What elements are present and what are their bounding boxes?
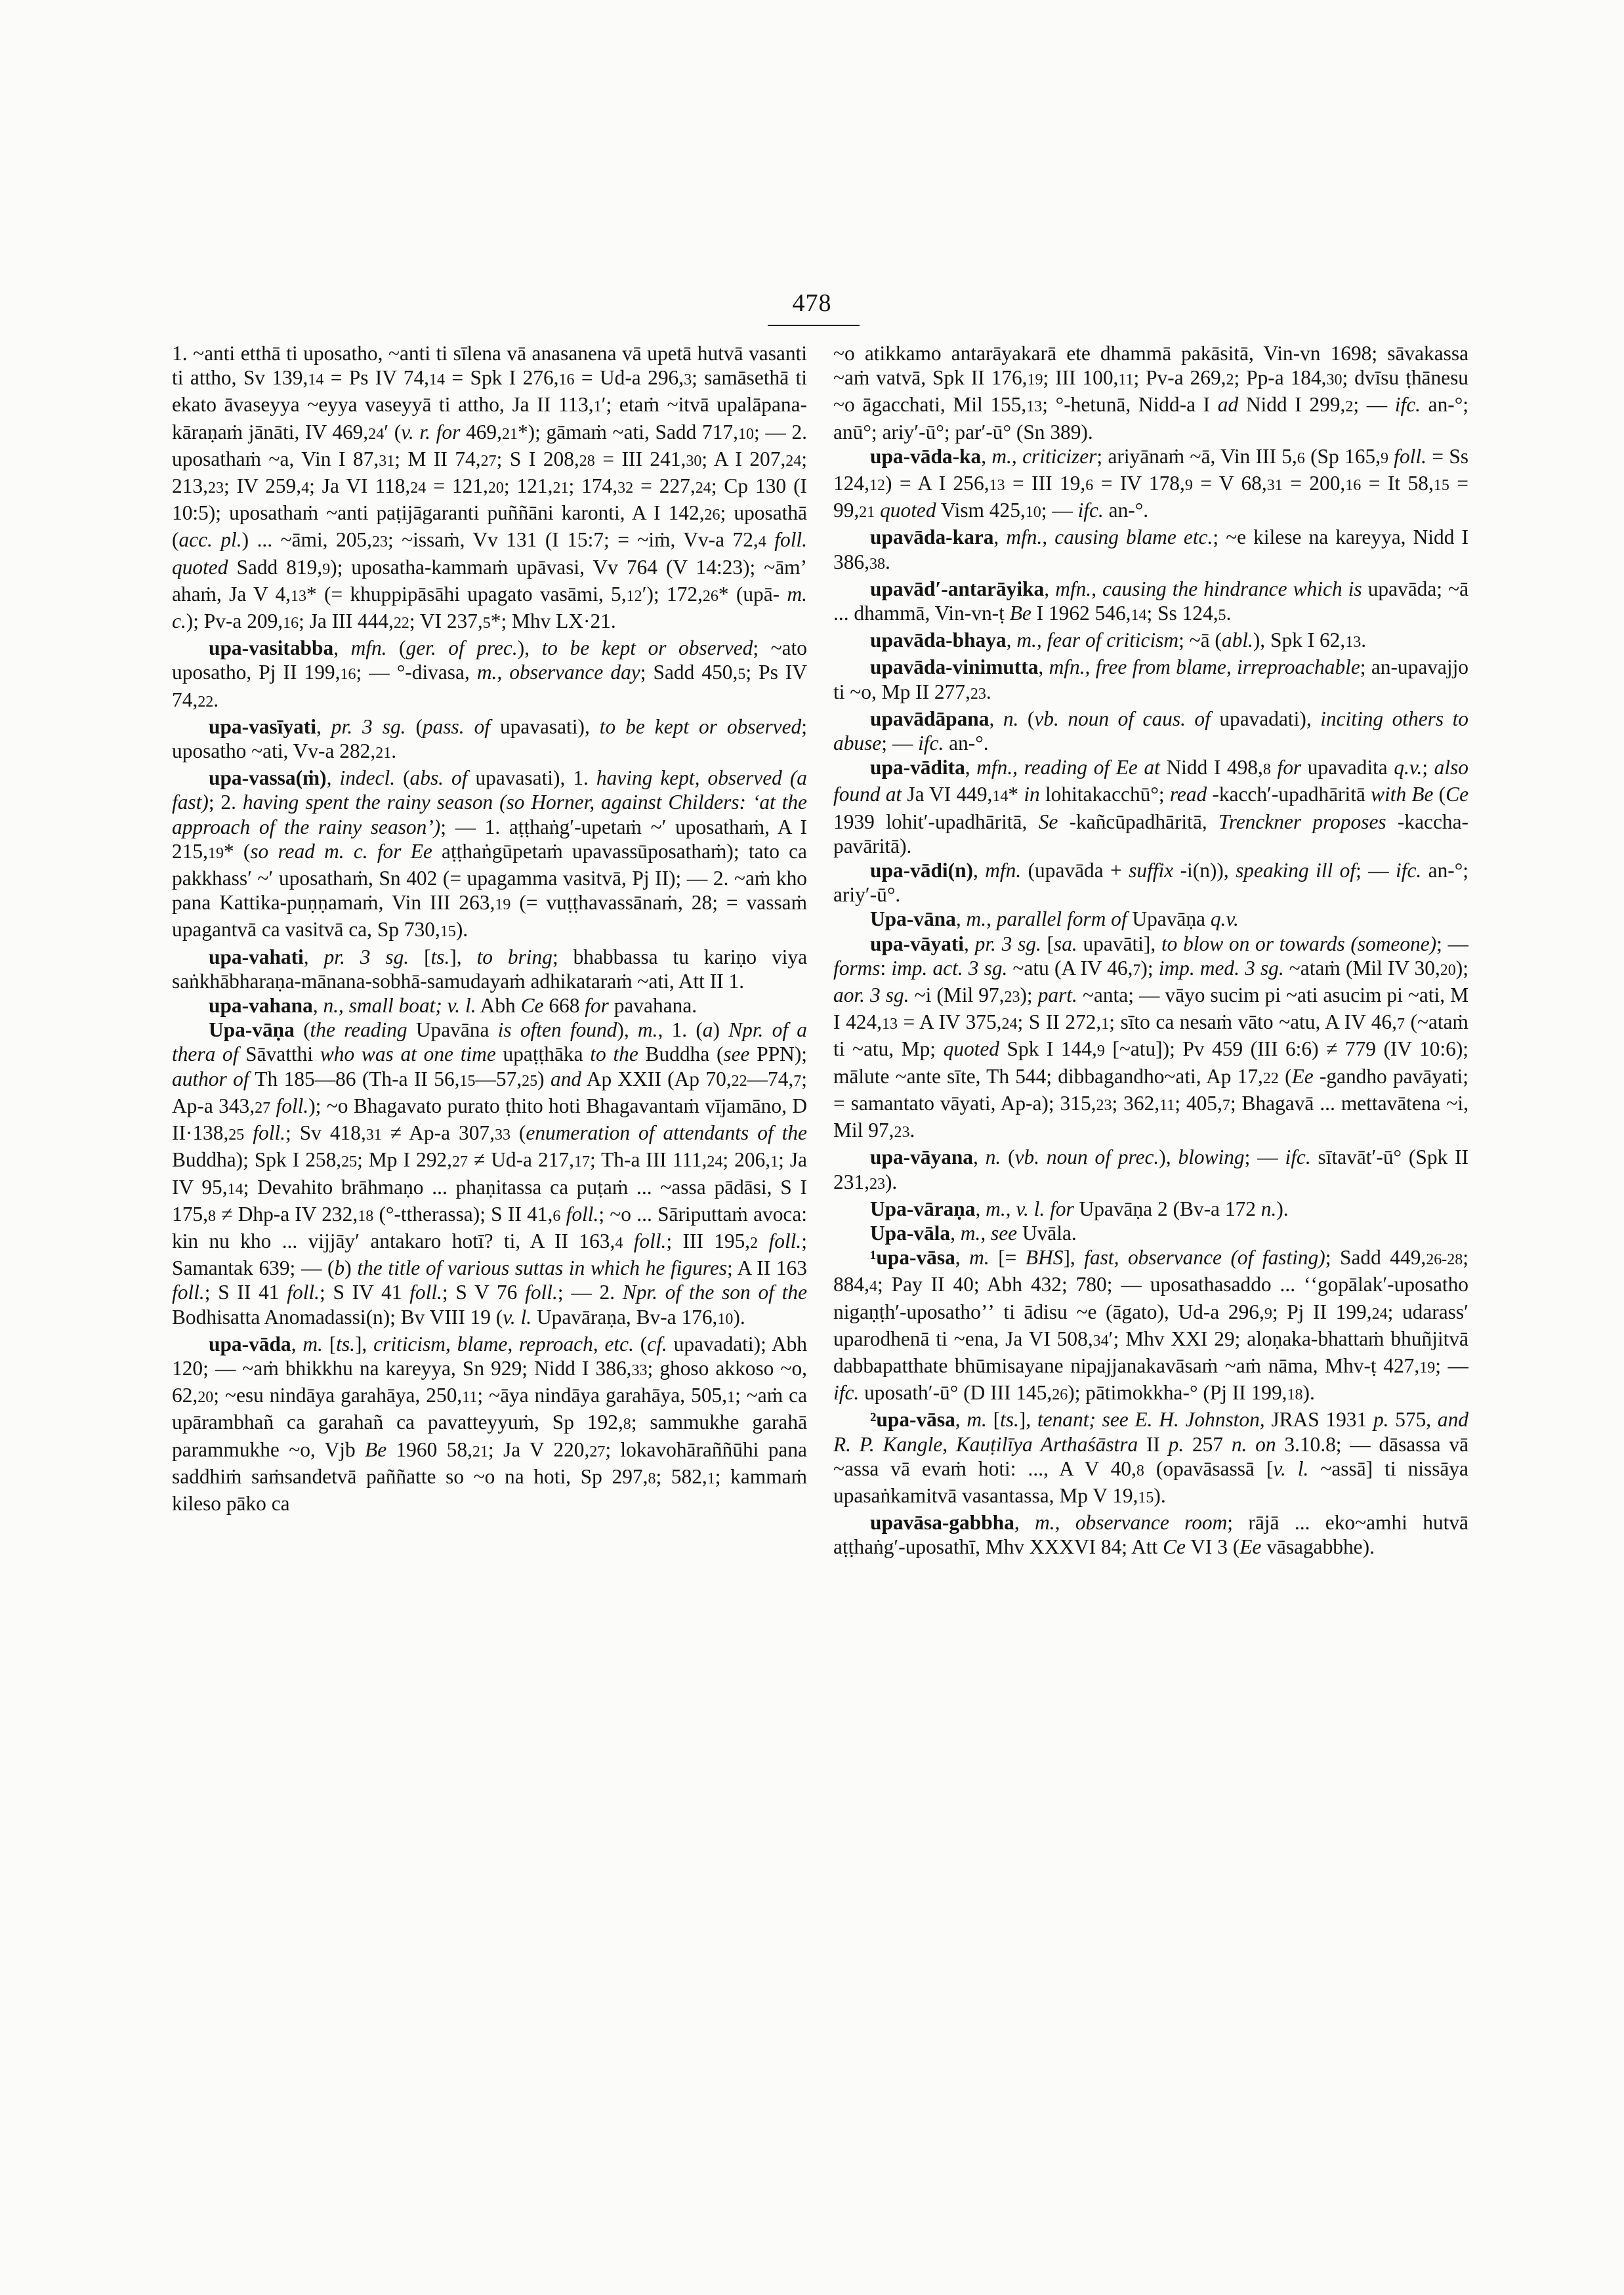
left-column [172, 341, 807, 2231]
dictionary-entry: upa-vahana, n., small boat; v. l. Abh Ce 668 for pavahana. [209, 994, 697, 1018]
dictionary-entry: upa-vāda-ka, m., criticizer; ariyānaṁ ~ā, Vin III 5,6 (Sp 165,9 foll. = Ss 124,12) = A I 256,13 = III 19,6 = IV 178,9 = V 68,31 = 200,16 = It 58,15 = 99,21 quoted Vism 425,10; — ifc. an-°. [833, 444, 1468, 522]
dictionary-entry: upa-vasitabba, mfn. (ger. of prec.), to be kept or observed; ~ato uposatho, Pj II 199,16; — °-divasa, m., observance day; Sadd 450,5; Ps IV 74,22. [172, 636, 807, 711]
dictionary-entry: Upa-vāla, m., see Uvāla. [870, 1221, 1077, 1245]
dictionary-entry: Upa-vāraṇa, m., v. l. for Upavāṇa 2 (Bv-a 172 n.). [870, 1197, 1289, 1220]
page-number: 478 [792, 289, 832, 317]
dictionary-entry: upa-vādita, mfn., reading of Ee at Nidd I 498,8 for upavadita q.v.; also found at Ja VI 449,14* in lohitakacchū°; read -kacch′-upadhāritā with Be (Ce 1939 lohit′-upadhāritā, Se -kañcūpadhāritā, Trenckner proposes -kaccha-pavāritā). [833, 756, 1468, 858]
dictionary-entry: upavāda-vinimutta, mfn., free from blame, irreproachable; an-upavajjo ti ~o, Mp II 277,23. [833, 655, 1468, 703]
dictionary-entry: Upa-vāna, m., parallel form of Upavāṇa q.v. [870, 907, 1239, 931]
dictionary-entry: upavāda-kara, mfn., causing blame etc.; ~e kilese na kareyya, Nidd I 386,38. [833, 526, 1468, 573]
dictionary-entry: upa-vādi(n), mfn. (upavāda + suffix -i(n)), speaking ill of; — ifc. an-°; ariy′-ū°. [833, 859, 1468, 907]
dictionary-entry: upavādāpana, n. (vb. noun of caus. of upavadati), inciting others to abuse; — ifc. an-°. [833, 707, 1468, 755]
dictionary-entry: upa-vasīyati, pr. 3 sg. (pass. of upavasati), to be kept or observed; uposatho ~ati, Vv-a 282,21. [172, 714, 807, 763]
dictionary-entry: Upa-vāṇa (the reading Upavāna is often found), m., 1. (a) Npr. of a thera of Sāvatthi who was at one time upaṭṭhāka to the Buddha (see PPN); author of Th 185—86 (Th-a II 56,15—57,25) and Ap XXII (Ap 70,22—74,7; Ap-a 343,27 foll.); ~o Bhagavato purato ṭhito hoti Bhagavantaṁ vījamāno, D II·138,25 foll.; Sv 418,31 ≠ Ap-a 307,33 (enumeration of attendants of the Buddha); Spk I 258,25; Mp I 292,27 ≠ Ud-a 217,17; Th-a III 111,24; 206,1; Ja IV 95,14; Devahito brāhmaṇo ... phaṇitassa ca puṭaṁ ... ~assa pādāsi, S I 175,8 ≠ Dhp-a IV 232,18 (°-ttherassa); S II 41,6 foll.; ~o ... Sāriputtaṁ avoca: kin nu kho ... vijjāy′ antakaro hotī? ti, A II 163,4 foll.; III 195,2 foll.; Samantak 639; — (b) the title of various suttas in which he figures; A II 163 foll.; S II 41 foll.; S IV 41 foll.; S V 76 foll.; — 2. Npr. of the son of the Bodhisatta Anomadassi(n); Bv VIII 19 (v. l. Upavāraṇa, Bv-a 176,10). [172, 1018, 807, 1329]
dictionary-entry: upavāsa-gabbha, m., observance room; rājā ... eko~amhi hutvā aṭṭhaṅg′-uposathī, Mhv XXXVI 84; Att Ce VI 3 (Ee vāsagabbhe). [833, 1511, 1468, 1559]
dictionary-entry: upavād′-antarāyika, mfn., causing the hindrance which is upavāda; ~ā ... dhammā, Vin-vn-ṭ Be I 1962 546,14; Ss 124,5. [833, 577, 1468, 625]
header-rule [768, 325, 860, 326]
dictionary-entry: ¹upa-vāsa, m. [= BHS], fast, observance (of fasting); Sadd 449,26-28; 884,4; Pay II 40; Abh 432; 780; — uposathasaddo ... ʻʻgopālak′-uposatho nigaṇṭh′-uposathoʼʼ ti ādisu ~e (āgato), Ud-a 296,9; Pj II 199,24; udarass′ uparodhenā ti ~ena, Ja VI 508,34′; Mhv XXI 29; aloṇaka-bhattaṁ bhuñjitvā dabbapatthate bhūmisayane nipajjanakavāsaṁ ~aṁ nāma, Mhv-ṭ 427,19; — ifc. uposath′-ū° (D III 145,26); pātimokkha-° (Pj II 199,18). [833, 1246, 1468, 1405]
dictionary-entry: upa-vassa(ṁ), indecl. (abs. of upavasati), 1. having kept, observed (a fast); 2. having spent the rainy season (so Horner, against Childers: ʻat the approach of the rainy seasonʼ); — 1. aṭṭhaṅg′-upetaṁ ~′ uposathaṁ, A I 215,19* (so read m. c. for Ee aṭṭhaṅgūpetaṁ upavassūposathaṁ); tato ca pakkhass′ ~′ uposathaṁ, Sn 402 (= upagamma vasitvā, Pj II); — 2. ~aṁ kho pana Kattika-puṇṇamaṁ, Vin III 263,19 (= vuṭṭhavassānaṁ, 28; = vassaṁ upagantvā ca vasitvā ca, Sp 730,15). [172, 766, 807, 941]
dictionary-entry: upa-vāda, m. [ts.], criticism, blame, reproach, etc. (cf. upavadati); Abh 120; — ~aṁ bhikkhu na kareyya, Sn 929; Nidd I 386,33; ghoso akkoso ~o, 62,20; ~esu nindāya garahāya, 250,11; ~āya nindāya garahāya, 505,1; ~aṁ ca upārambhañ ca garahañ ca pavatteyyuṁ, Sp 192,8; sammukhe garahā parammukhe ~o, Vjb Be 1960 58,21; Ja V 220,27; lokavohāraññūhi pana saddhiṁ saṁsandetvā paññatte so ~o na hoti, Sp 297,8; 582,1; kammaṁ kileso pāko ca [172, 1332, 807, 1515]
dictionary-entry: upa-vāyati, pr. 3 sg. [sa. upavāti], to blow on or towards (someone); — forms: imp. act. 3 sg. ~atu (A IV 46,7); imp. med. 3 sg. ~ataṁ (Mil IV 30,20); aor. 3 sg. ~i (Mil 97,23); part. ~anta; — vāyo sucim pi ~ati asucim pi ~ati, M I 424,13 = A IV 375,24; S II 272,1; sīto ca nesaṁ vāto ~atu, A IV 46,7 (~ataṁ ti ~atu, Mp; quoted Spk I 144,9 [~atu]); Pv 459 (III 6:6) ≠ 779 (IV 10:6); mālute ~ante sīte, Th 544; dibbagandho~ati, Ap 17,22 (Ee -gandho pavāyati; = samantato vāyati, Ap-a); 315,23; 362,11; 405,7; Bhagavā ... mettavātena ~i, Mil 97,23. [833, 932, 1468, 1142]
right-column [833, 341, 1468, 2231]
dictionary-entry: upa-vāyana, n. (vb. noun of prec.), blowing; — ifc. sītavāt′-ū° (Spk II 231,23). [833, 1146, 1468, 1193]
dictionary-entry: upavāda-bhaya, m., fear of criticism; ~ā (abl.), Spk I 62,13. [870, 629, 1367, 652]
entry-continuation: 1. ~anti etthā ti uposatho, ~anti ti sīlena vā anasanena vā upetā hutvā vasanti ti attho, Sv 139,14 = Ps IV 74,14 = Spk I 276,16 = Ud-a 296,3; samāsethā ti ekato āvaseyya ~eyya vaseyyā ti attho, Ja II 113,1′; etaṁ ~itvā upalāpana-kāraṇaṁ jānāti, IV 469,24′ (v. r. for 469,21*); gāmaṁ ~ati, Sadd 717,10; — 2. uposathaṁ ~a, Vin I 87,31; M II 74,27; S I 208,28 = III 241,30; A I 207,24; 213,23; IV 259,4; Ja VI 118,24 = 121,20; 121,21; 174,32 = 227,24; Cp 130 (I 10:5); uposathaṁ ~anti paṭijāgaranti puññāni karonti, A I 142,26; uposathā (acc. pl.) ... ~āmi, 205,23; ~issaṁ, Vv 131 (I 15:7; = ~iṁ, Vv-a 72,4 foll. quoted Sadd 819,9); uposatha-kammaṁ upāvasi, Vv 764 (V 14:23); ~āmʼ ahaṁ, Ja V 4,13* (= khuppipāsāhi upagato vasāmi, 5,12′); 172,26* (upā- m. c.); Pv-a 209,16; Ja III 444,22; VI 237,5*; Mhv LX·21. [172, 342, 807, 633]
dictionary-entry: ²upa-vāsa, m. [ts.], tenant; see E. H. Johnston, JRAS 1931 p. 575, and R. P. Kangle, Kauṭilīya Arthaśāstra II p. 257 n. on 3.10.8; — dāsassa vā ~assa vā evaṁ hoti: ..., A V 40,8 (opavāsassā [v. l. ~assā] ti nissāya upasaṅkamitvā vasantassa, Mp V 19,15). [833, 1408, 1468, 1507]
entry-continuation: ~o atikkamo antarāyakarā ete dhammā pakāsitā, Vin-vn 1698; sāvakassa ~aṁ vatvā, Spk II 176,19; III 100,11; Pv-a 269,2; Pp-a 184,30; dvīsu ṭhānesu ~o āgacchati, Mil 155,13; °-hetunā, Nidd-a I ad Nidd I 299,2; — ifc. an-°; anū°; ariy′-ū°; par′-ū° (Sn 389). [833, 342, 1468, 444]
dictionary-entry: upa-vahati, pr. 3 sg. [ts.], to bring; bhabbassa tu kariṇo viya saṅkhābharaṇa-mānana-sobhā-samudayaṁ adhikataraṁ ~ati, Att II 1. [172, 945, 807, 993]
